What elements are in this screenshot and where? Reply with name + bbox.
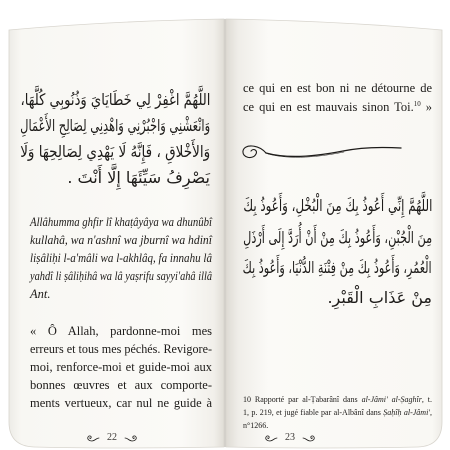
french-text: ments vertueux, car nul ne guide à xyxy=(30,396,212,410)
arabic-line-text: اللَّهُمَّ اغْفِرْ لِي خَطَايَايَ وَذُنُوبِي كُلَّهَا، xyxy=(20,90,210,109)
footnote-line xyxy=(243,394,432,406)
swirl-ornament-icon xyxy=(86,434,100,442)
french-text: « Ô Allah, pardonne-moi mes xyxy=(30,324,212,338)
page-number: 23 xyxy=(285,432,295,443)
french-line xyxy=(243,98,432,116)
french-line xyxy=(243,79,432,97)
arabic-line-text: مِنْ عَذَابِ الْقَبْرِ. xyxy=(327,288,432,307)
footnote-book-title: Ṣaḥîḥ al-Jâmi' xyxy=(383,408,430,417)
arabic-line-text: الْعُمُرِ، وَأَعُوذُ بِكَ مِنْ فِتْنَةِ الدُّنْيَا، وَأَعُوذُ بِكَ xyxy=(243,258,432,277)
footnote-line xyxy=(243,407,432,419)
arabic-line-text: يَصْرِفُ سَيِّئَهَا إِلَّا أَنْتَ . xyxy=(67,168,210,187)
page-number: 22 xyxy=(107,432,117,443)
french-line xyxy=(30,358,212,376)
swirl-ornament-icon xyxy=(124,434,138,442)
transliteration-text: yahdî li ṣâliḥihâ wa lâ yaṣrifu sayyi'ahâ illâ xyxy=(30,269,212,283)
closing-quote: » xyxy=(420,100,432,114)
french-line xyxy=(30,394,212,412)
footnote-text xyxy=(243,407,432,419)
french-text xyxy=(243,98,432,116)
arabic-line xyxy=(243,283,432,313)
footnote-text xyxy=(243,420,268,432)
transliteration-text: Allâhumma ghfir lî khaṭâyâya wa dhunûbî xyxy=(30,215,212,229)
french-text: moi, renforce-moi et guide-moi aux xyxy=(30,360,212,374)
french-text-body: ce qui en est mauvais sinon Toi. xyxy=(243,100,414,114)
arabic-line xyxy=(243,191,432,221)
transliteration-line xyxy=(30,285,212,303)
french-line xyxy=(30,322,212,340)
arabic-line xyxy=(243,253,432,283)
footnote-text-body: 10 Rapporté par al-Ṭabarânî dans xyxy=(243,395,362,404)
french-line xyxy=(30,376,212,394)
transliteration-text: Ant. xyxy=(30,287,51,301)
french-text: erreurs et tous mes péchés. Revigore- xyxy=(30,342,212,356)
french-text: ce qui en est bon ni ne détourne de xyxy=(243,81,432,95)
footnote-text xyxy=(243,394,432,406)
arabic-line-text: وَانْعَشْنِي وَاجْبُرْنِي وَاهْدِنِي لِصَالِحِ الأَعْمَالِ xyxy=(20,116,210,135)
arabic-line xyxy=(243,223,432,253)
swirl-ornament-icon xyxy=(264,434,278,442)
footnote-text-body: n°1266. xyxy=(243,421,269,430)
arabic-line-text: اللَّهُمَّ إِنِّي أَعُوذُ بِكَ مِنَ الْبُخْلِ، وَأَعُوذُ بِكَ xyxy=(243,196,432,215)
transliteration-text: liṣâliḥi l-a'mâli wa l-akhlâq, fa innahu lâ xyxy=(30,251,212,265)
swirl-ornament-icon xyxy=(302,434,316,442)
arabic-line-text: مِنَ الْجُبْنِ، وَأَعُوذُ بِكَ مِنْ أَنْ أُرَدَّ إِلَى أَرْذَلِ xyxy=(243,228,432,247)
footnote-text-body: , xyxy=(430,408,432,417)
french-text: bonnes œuvres et aux comporte- xyxy=(30,378,212,392)
transliteration-text: kullahâ, wa n'ashnî wa jburnî wa hdinî xyxy=(30,233,212,247)
flourish-divider-icon xyxy=(238,138,403,164)
footnote-line xyxy=(243,420,432,432)
arabic-line xyxy=(20,163,210,193)
footnote-text-body: , t. xyxy=(421,395,432,404)
footnote-book-title: al-Jâmi' al-Ṣaghîr xyxy=(361,395,422,404)
footnote-text-body: 1, p. 219, et jugé fiable par al-Albânî dans xyxy=(243,408,384,417)
arabic-line-text: وَالأَخْلاقِ ، فَإِنَّهُ لَا يَهْدِي لِصَالِحِهَا وَلَا xyxy=(20,142,210,161)
french-line xyxy=(30,340,212,358)
footnote-reference: 10 xyxy=(413,99,421,108)
